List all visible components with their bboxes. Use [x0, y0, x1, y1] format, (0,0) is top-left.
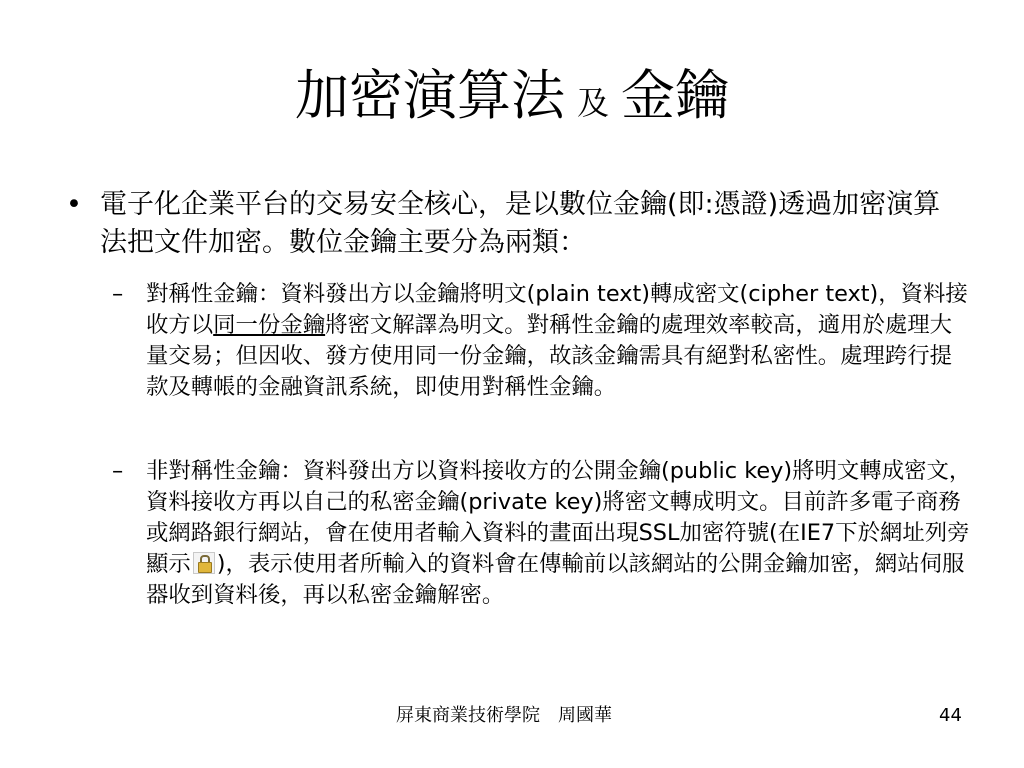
title-tail: 金鑰	[621, 64, 729, 127]
sub-item-text-part1: 非對稱性金鑰：資料發出方以資料接收方的公開金鑰(public key)將明文轉成密文，資料接收方再以自己的私密金鑰(private key)將密文轉成明文。目前許多電子商務或網路銀行網站，會在使用者輸入資料的畫面出現SSL加密符號(在IE7下於網址列旁顯示	[146, 458, 972, 577]
title-main: 加密演算法	[294, 64, 565, 127]
sub-item-symmetric-key	[112, 279, 972, 403]
sub-item-text-part2: 將密文解譯為明文。對稱性金鑰的處理效率較高，適用於處理大量交易；但因收、發方使用同一份金鑰，故該金鑰需具有絕對私密性。處理跨行提款及轉帳的金融資訊系統，即使用對稱性金鑰。	[146, 312, 953, 400]
sub-item-text-part2: )，表示使用者所輸入的資料會在傳輸前以該網站的公開金鑰加密，網站伺服器收到資料後，再以私密金鑰解密。	[146, 551, 965, 608]
sub-item-asymmetric-key	[112, 456, 972, 611]
sub-item-mark: –	[112, 281, 124, 307]
underlined-phrase: 同一份金鑰	[213, 312, 326, 338]
padlock-icon	[193, 552, 215, 574]
sub-item-text	[146, 456, 972, 611]
page-number: 44	[939, 705, 962, 726]
bullet-item	[66, 186, 966, 262]
sub-item-mark: –	[112, 458, 124, 484]
bullet-mark: •	[66, 189, 82, 220]
bullet-text: 電子化企業平台的交易安全核心，是以數位金鑰(即:憑證)透過加密演算法把文件加密。數位金鑰主要分為兩類：	[100, 189, 941, 258]
title-conjunction: 及	[576, 84, 609, 122]
sub-item-text-part1: 對稱性金鑰：資料發出方以金鑰將明文(plain text)轉成密文(cipher text)，資料接收方以	[146, 281, 968, 338]
slide-title	[0, 58, 1024, 141]
footer-author: 屏東商業技術學院 周國華	[396, 705, 612, 726]
sub-item-text	[146, 279, 972, 403]
